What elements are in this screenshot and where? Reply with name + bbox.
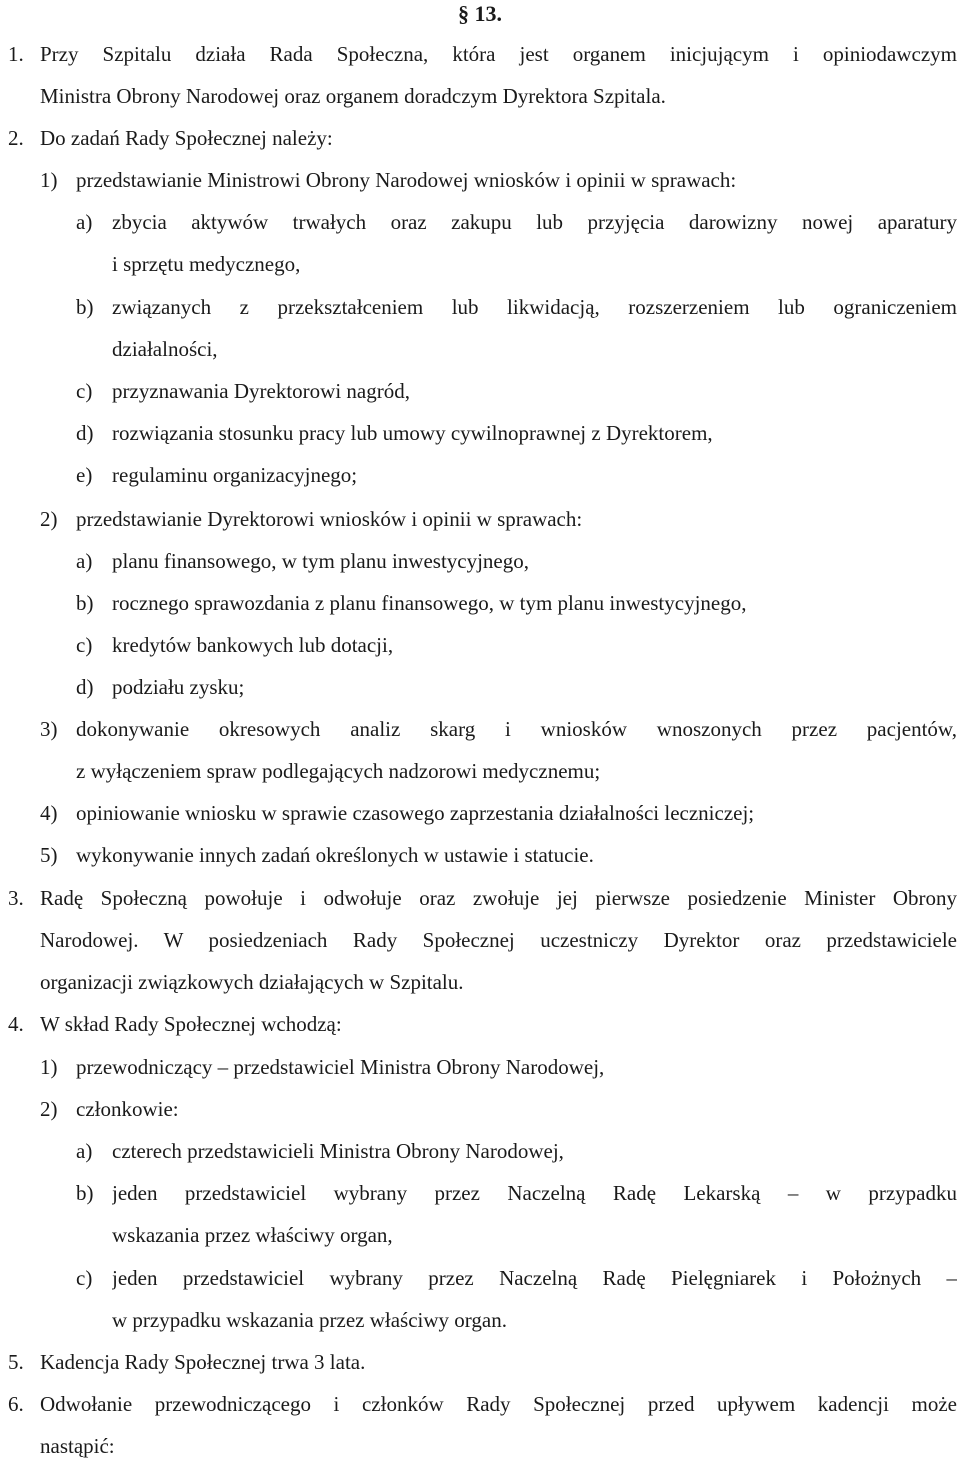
item-text: wykonywanie innych zadań określonych w ustawie i statucie. — [76, 843, 594, 867]
subitem-letter: c) — [76, 633, 93, 657]
item-number: 1) — [40, 168, 58, 192]
subitem-text: kredytów bankowych lub dotacji, — [112, 633, 394, 657]
subitem-letter: d) — [76, 421, 94, 445]
subitem-letter: a) — [76, 549, 93, 573]
subitem-letter: e) — [76, 463, 93, 487]
subitem-text-line: w przypadku wskazania przez właściwy organ. — [112, 1308, 507, 1332]
item-text: członkowie: — [76, 1097, 179, 1121]
item-text: przedstawianie Ministrowi Obrony Narodowej wniosków i opinii w sprawach: — [76, 168, 737, 192]
item-text: przewodniczący – przedstawiciel Ministra Obrony Narodowej, — [76, 1055, 605, 1079]
paragraph-intro: Do zadań Rady Społecznej należy: — [40, 126, 333, 150]
paragraph-text-line: nastąpić: — [40, 1434, 115, 1458]
subitem-letter: b) — [76, 591, 94, 615]
paragraph-number: 1. — [8, 42, 24, 66]
subitem-text: czterech przedstawicieli Ministra Obrony Narodowej, — [112, 1139, 564, 1163]
subitem-text-line: wskazania przez właściwy organ, — [112, 1223, 393, 1247]
paragraph-number: 3. — [8, 886, 24, 910]
subitem-text: planu finansowego, w tym planu inwestycyjnego, — [112, 549, 530, 573]
item-number: 1) — [40, 1055, 58, 1079]
paragraph-text-line: Narodowej. W posiedzeniach Rady Społecznej uczestniczy Dyrektor oraz przedstawiciele — [40, 928, 957, 952]
subitem-letter: b) — [76, 1181, 94, 1205]
subitem-text-line: zbycia aktywów trwałych oraz zakupu lub przyjęcia darowizny nowej aparatury — [112, 210, 957, 234]
item-number: 5) — [40, 843, 58, 867]
subitem-text: rocznego sprawozdania z planu finansowego, w tym planu inwestycyjnego, — [112, 591, 747, 615]
item-text: opiniowanie wniosku w sprawie czasowego zaprzestania działalności leczniczej; — [76, 801, 755, 825]
subitem-letter: c) — [76, 379, 93, 403]
paragraph-text-line: Ministra Obrony Narodowej oraz organem doradczym Dyrektora Szpitala. — [40, 84, 666, 108]
paragraph-text-line: Przy Szpitalu działa Rada Społeczna, która jest organem inicjującym i opiniodawczym — [40, 42, 957, 66]
subitem-text-line: działalności, — [112, 337, 218, 361]
paragraph-text: Kadencja Rady Społecznej trwa 3 lata. — [40, 1350, 366, 1374]
subitem-letter: c) — [76, 1266, 93, 1290]
subitem-text-line: związanych z przekształceniem lub likwidacją, rozszerzeniem lub ograniczeniem — [112, 295, 957, 319]
paragraph-number: 6. — [8, 1392, 24, 1416]
subitem-text-line: jeden przedstawiciel wybrany przez Naczelną Radę Lekarską – w przypadku — [112, 1181, 957, 1205]
paragraph-text-line: Radę Społeczną powołuje i odwołuje oraz zwołuje jej pierwsze posiedzenie Minister Obrony — [40, 886, 957, 910]
subitem-text: regulaminu organizacyjnego; — [112, 463, 358, 487]
item-number: 4) — [40, 801, 58, 825]
item-text: przedstawianie Dyrektorowi wniosków i opinii w sprawach: — [76, 507, 583, 531]
subitem-text-line: i sprzętu medycznego, — [112, 252, 301, 276]
paragraph-intro: W skład Rady Społecznej wchodzą: — [40, 1012, 342, 1036]
paragraph-number: 5. — [8, 1350, 24, 1374]
subitem-letter: a) — [76, 1139, 93, 1163]
item-number: 3) — [40, 717, 58, 741]
subitem-text-line: jeden przedstawiciel wybrany przez Naczelną Radę Pielęgniarek i Położnych – — [112, 1266, 957, 1290]
paragraph-text-line: organizacji związkowych działających w Szpitalu. — [40, 970, 464, 994]
section-heading: § 13. — [458, 1, 502, 26]
subitem-letter: d) — [76, 675, 94, 699]
subitem-text: podziału zysku; — [112, 675, 245, 699]
subitem-text: rozwiązania stosunku pracy lub umowy cywilnoprawnej z Dyrektorem, — [112, 421, 713, 445]
subitem-letter: a) — [76, 210, 93, 234]
item-text-line: z wyłączeniem spraw podlegających nadzorowi medycznemu; — [76, 759, 601, 783]
paragraph-text-line: Odwołanie przewodniczącego i członków Rady Społecznej przed upływem kadencji może — [40, 1392, 957, 1416]
paragraph-number: 4. — [8, 1012, 24, 1036]
subitem-text: przyznawania Dyrektorowi nagród, — [112, 379, 410, 403]
item-number: 2) — [40, 507, 58, 531]
item-number: 2) — [40, 1097, 58, 1121]
paragraph-number: 2. — [8, 126, 24, 150]
subitem-letter: b) — [76, 295, 94, 319]
item-text-line: dokonywanie okresowych analiz skarg i wniosków wnoszonych przez pacjentów, — [76, 717, 957, 741]
